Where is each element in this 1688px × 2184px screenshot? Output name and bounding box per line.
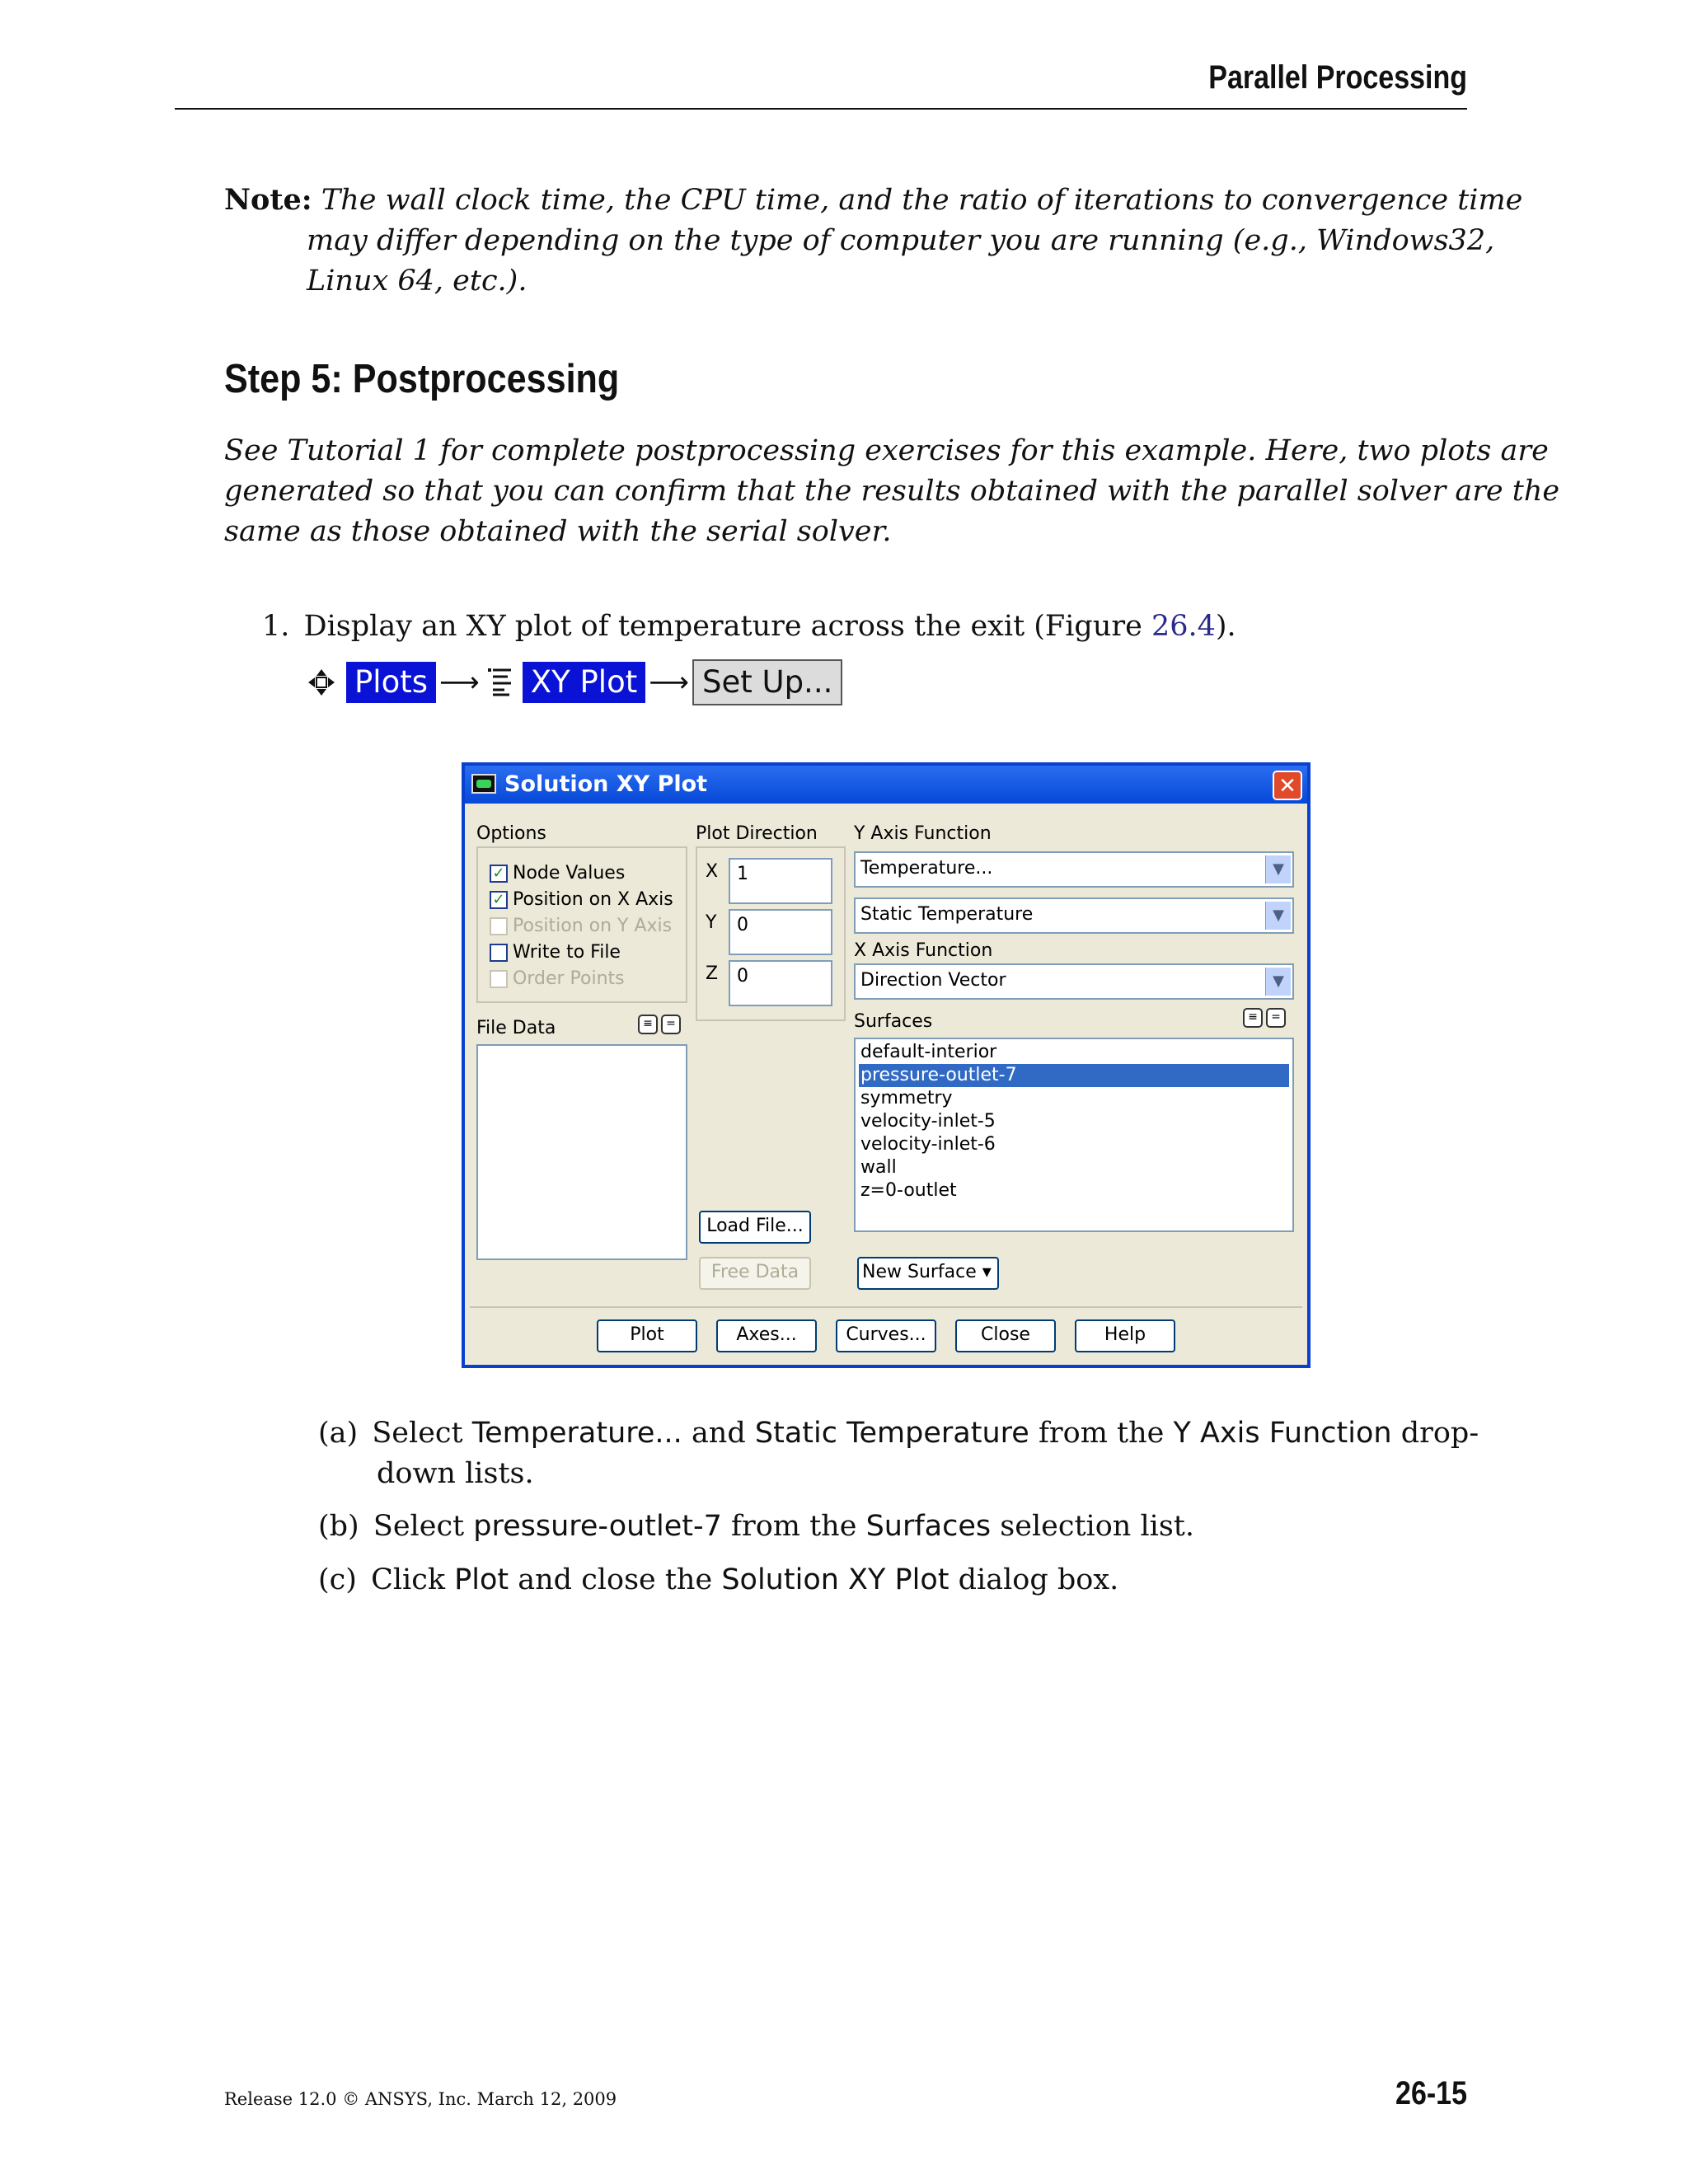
y-axis-function-label: Y Axis Function xyxy=(854,823,992,844)
z-direction-input[interactable]: 0 xyxy=(729,960,832,1006)
chevron-down-icon[interactable]: ▼ xyxy=(1265,968,1291,996)
substep-c xyxy=(318,1560,1118,1601)
substep-text: from the xyxy=(1029,1417,1174,1450)
close-icon[interactable]: ✕ xyxy=(1273,771,1302,800)
ui-term: Temperature... xyxy=(471,1417,682,1450)
checkbox-disabled-icon xyxy=(490,970,508,988)
new-surface-button[interactable]: New Surface ▾ xyxy=(857,1257,999,1290)
checkbox-label: Position on X Axis xyxy=(513,889,673,910)
note-paragraph xyxy=(224,180,1523,302)
file-data-label: File Data xyxy=(476,1018,556,1038)
plot-direction-group xyxy=(696,846,846,1021)
substep-text: from the xyxy=(721,1510,866,1543)
select-all-icon[interactable]: ≡ xyxy=(1243,1008,1263,1028)
intro-line-1: See Tutorial 1 for complete postprocessing exercises for this example. Here, two plots are xyxy=(224,434,1549,467)
close-button[interactable]: Close xyxy=(955,1319,1056,1352)
surface-item[interactable]: symmetry xyxy=(860,1088,953,1108)
select-all-icon[interactable]: ≡ xyxy=(638,1015,658,1034)
free-data-button: Free Data xyxy=(699,1257,811,1290)
figure-link[interactable]: 26.4 xyxy=(1151,610,1216,643)
surfaces-label: Surfaces xyxy=(854,1011,933,1032)
substep-text: and xyxy=(682,1417,755,1450)
y-direction-input[interactable]: 0 xyxy=(729,909,832,955)
position-x-axis-checkbox[interactable] xyxy=(490,889,673,910)
x-axis-function-dropdown[interactable] xyxy=(854,963,1294,1000)
surface-item[interactable]: velocity-inlet-5 xyxy=(860,1111,996,1132)
checkbox-checked-icon: ✓ xyxy=(490,891,508,909)
menu-xy-plot[interactable]: XY Plot xyxy=(523,662,645,703)
menu-plots[interactable]: Plots xyxy=(346,662,436,703)
item-text: Display an XY plot of temperature across the exit (Figure xyxy=(303,610,1151,643)
dropdown-value: Static Temperature xyxy=(860,904,1034,925)
substep-a xyxy=(318,1413,1479,1454)
options-label: Options xyxy=(476,823,546,844)
substep-text: Select xyxy=(372,1417,472,1450)
set-up-button[interactable]: Set Up... xyxy=(692,659,842,705)
page-number: 26-15 xyxy=(1395,2075,1467,2111)
curves-button[interactable]: Curves... xyxy=(836,1319,936,1352)
write-to-file-checkbox[interactable] xyxy=(490,942,621,963)
x-label: X xyxy=(706,861,719,882)
y-label: Y xyxy=(706,912,717,933)
substep-a-line-2: down lists. xyxy=(377,1457,534,1490)
substep-text: Click xyxy=(371,1563,455,1596)
axes-button[interactable]: Axes... xyxy=(716,1319,817,1352)
options-group xyxy=(476,846,687,1003)
substep-marker: (b) xyxy=(318,1510,359,1543)
chevron-down-icon[interactable]: ▼ xyxy=(1265,855,1291,883)
dialog-title-bar[interactable] xyxy=(465,766,1307,804)
x-axis-function-label: X Axis Function xyxy=(854,940,993,961)
footer-release: Release 12.0 © ANSYS, Inc. March 12, 2009 xyxy=(224,2089,617,2109)
list-item-1 xyxy=(262,607,1236,647)
note-label: Note: xyxy=(224,183,312,217)
x-direction-input[interactable]: 1 xyxy=(729,858,832,904)
ribbon-move-icon xyxy=(307,668,336,697)
node-values-checkbox[interactable] xyxy=(490,863,625,883)
dialog-title: Solution XY Plot xyxy=(504,771,708,797)
list-lines-icon xyxy=(486,667,514,698)
ui-term: pressure-outlet-7 xyxy=(473,1510,722,1543)
ui-term: Plot xyxy=(454,1563,509,1596)
step-heading: Step 5: Postprocessing xyxy=(224,357,620,401)
note-line-3: Linux 64, etc.). xyxy=(307,265,528,298)
intro-line-3: same as those obtained with the serial solver. xyxy=(224,515,892,548)
checkbox-unchecked-icon xyxy=(490,944,508,962)
ui-term: Solution XY Plot xyxy=(721,1563,950,1596)
substep-marker: (a) xyxy=(318,1417,359,1450)
checkbox-label: Write to File xyxy=(513,942,621,963)
surfaces-list[interactable] xyxy=(854,1038,1294,1232)
ui-term: Surfaces xyxy=(865,1510,992,1543)
chevron-down-icon[interactable]: ▼ xyxy=(1265,902,1291,930)
note-line-2: may differ depending on the type of computer you are running (e.g., Windows32, xyxy=(307,224,1495,257)
header-rule xyxy=(175,108,1467,110)
fluent-app-icon xyxy=(471,774,496,794)
y-axis-function-dropdown[interactable] xyxy=(854,898,1294,934)
order-points-checkbox xyxy=(490,968,625,989)
plot-direction-label: Plot Direction xyxy=(696,823,818,844)
load-file-button[interactable]: Load File... xyxy=(699,1211,811,1244)
ui-term: Y Axis Function xyxy=(1173,1417,1392,1450)
substep-text: Select xyxy=(373,1510,474,1543)
deselect-all-icon[interactable]: = xyxy=(1266,1008,1286,1028)
ui-term: Static Temperature xyxy=(754,1417,1029,1450)
checkbox-label: Node Values xyxy=(513,863,626,883)
dropdown-value: Temperature... xyxy=(860,858,993,879)
surface-item[interactable]: z=0-outlet xyxy=(860,1180,957,1201)
arrow-icon: ⟶ xyxy=(649,666,689,699)
position-y-axis-checkbox xyxy=(490,916,672,936)
substep-text: dialog box. xyxy=(949,1563,1119,1596)
substep-text: and close the xyxy=(509,1563,722,1596)
checkbox-disabled-icon xyxy=(490,917,508,935)
surface-item[interactable]: default-interior xyxy=(860,1042,997,1062)
running-header: Parallel Processing xyxy=(1208,59,1467,96)
surface-item[interactable]: wall xyxy=(860,1157,897,1178)
file-data-list[interactable] xyxy=(476,1044,687,1260)
surface-item-selected[interactable]: pressure-outlet-7 xyxy=(859,1064,1289,1087)
button-row-divider xyxy=(470,1306,1302,1308)
y-axis-category-dropdown[interactable] xyxy=(854,851,1294,888)
substep-marker: (c) xyxy=(318,1563,357,1596)
substep-text: drop- xyxy=(1391,1417,1479,1450)
checkbox-label: Position on Y Axis xyxy=(513,916,673,936)
intro-paragraph xyxy=(224,431,1560,552)
plot-button[interactable]: Plot xyxy=(597,1319,697,1352)
substep-b xyxy=(318,1507,1194,1547)
dropdown-value: Direction Vector xyxy=(860,970,1006,991)
intro-line-2: generated so that you can confirm that the results obtained with the parallel solver are the xyxy=(224,475,1560,508)
help-button[interactable]: Help xyxy=(1075,1319,1175,1352)
checkbox-label: Order Points xyxy=(513,968,625,989)
substep-text: selection list. xyxy=(991,1510,1194,1543)
z-label: Z xyxy=(706,963,719,984)
item-number: 1. xyxy=(262,610,290,643)
menu-path xyxy=(307,659,842,705)
solution-xy-plot-dialog xyxy=(462,762,1311,1368)
deselect-all-icon[interactable]: = xyxy=(661,1015,681,1034)
note-line-1: The wall clock time, the CPU time, and the ratio of iterations to convergence time xyxy=(321,184,1523,217)
item-text-end: ). xyxy=(1215,610,1236,643)
checkbox-checked-icon: ✓ xyxy=(490,865,508,883)
arrow-icon: ⟶ xyxy=(439,666,480,699)
surface-item[interactable]: velocity-inlet-6 xyxy=(860,1134,996,1155)
